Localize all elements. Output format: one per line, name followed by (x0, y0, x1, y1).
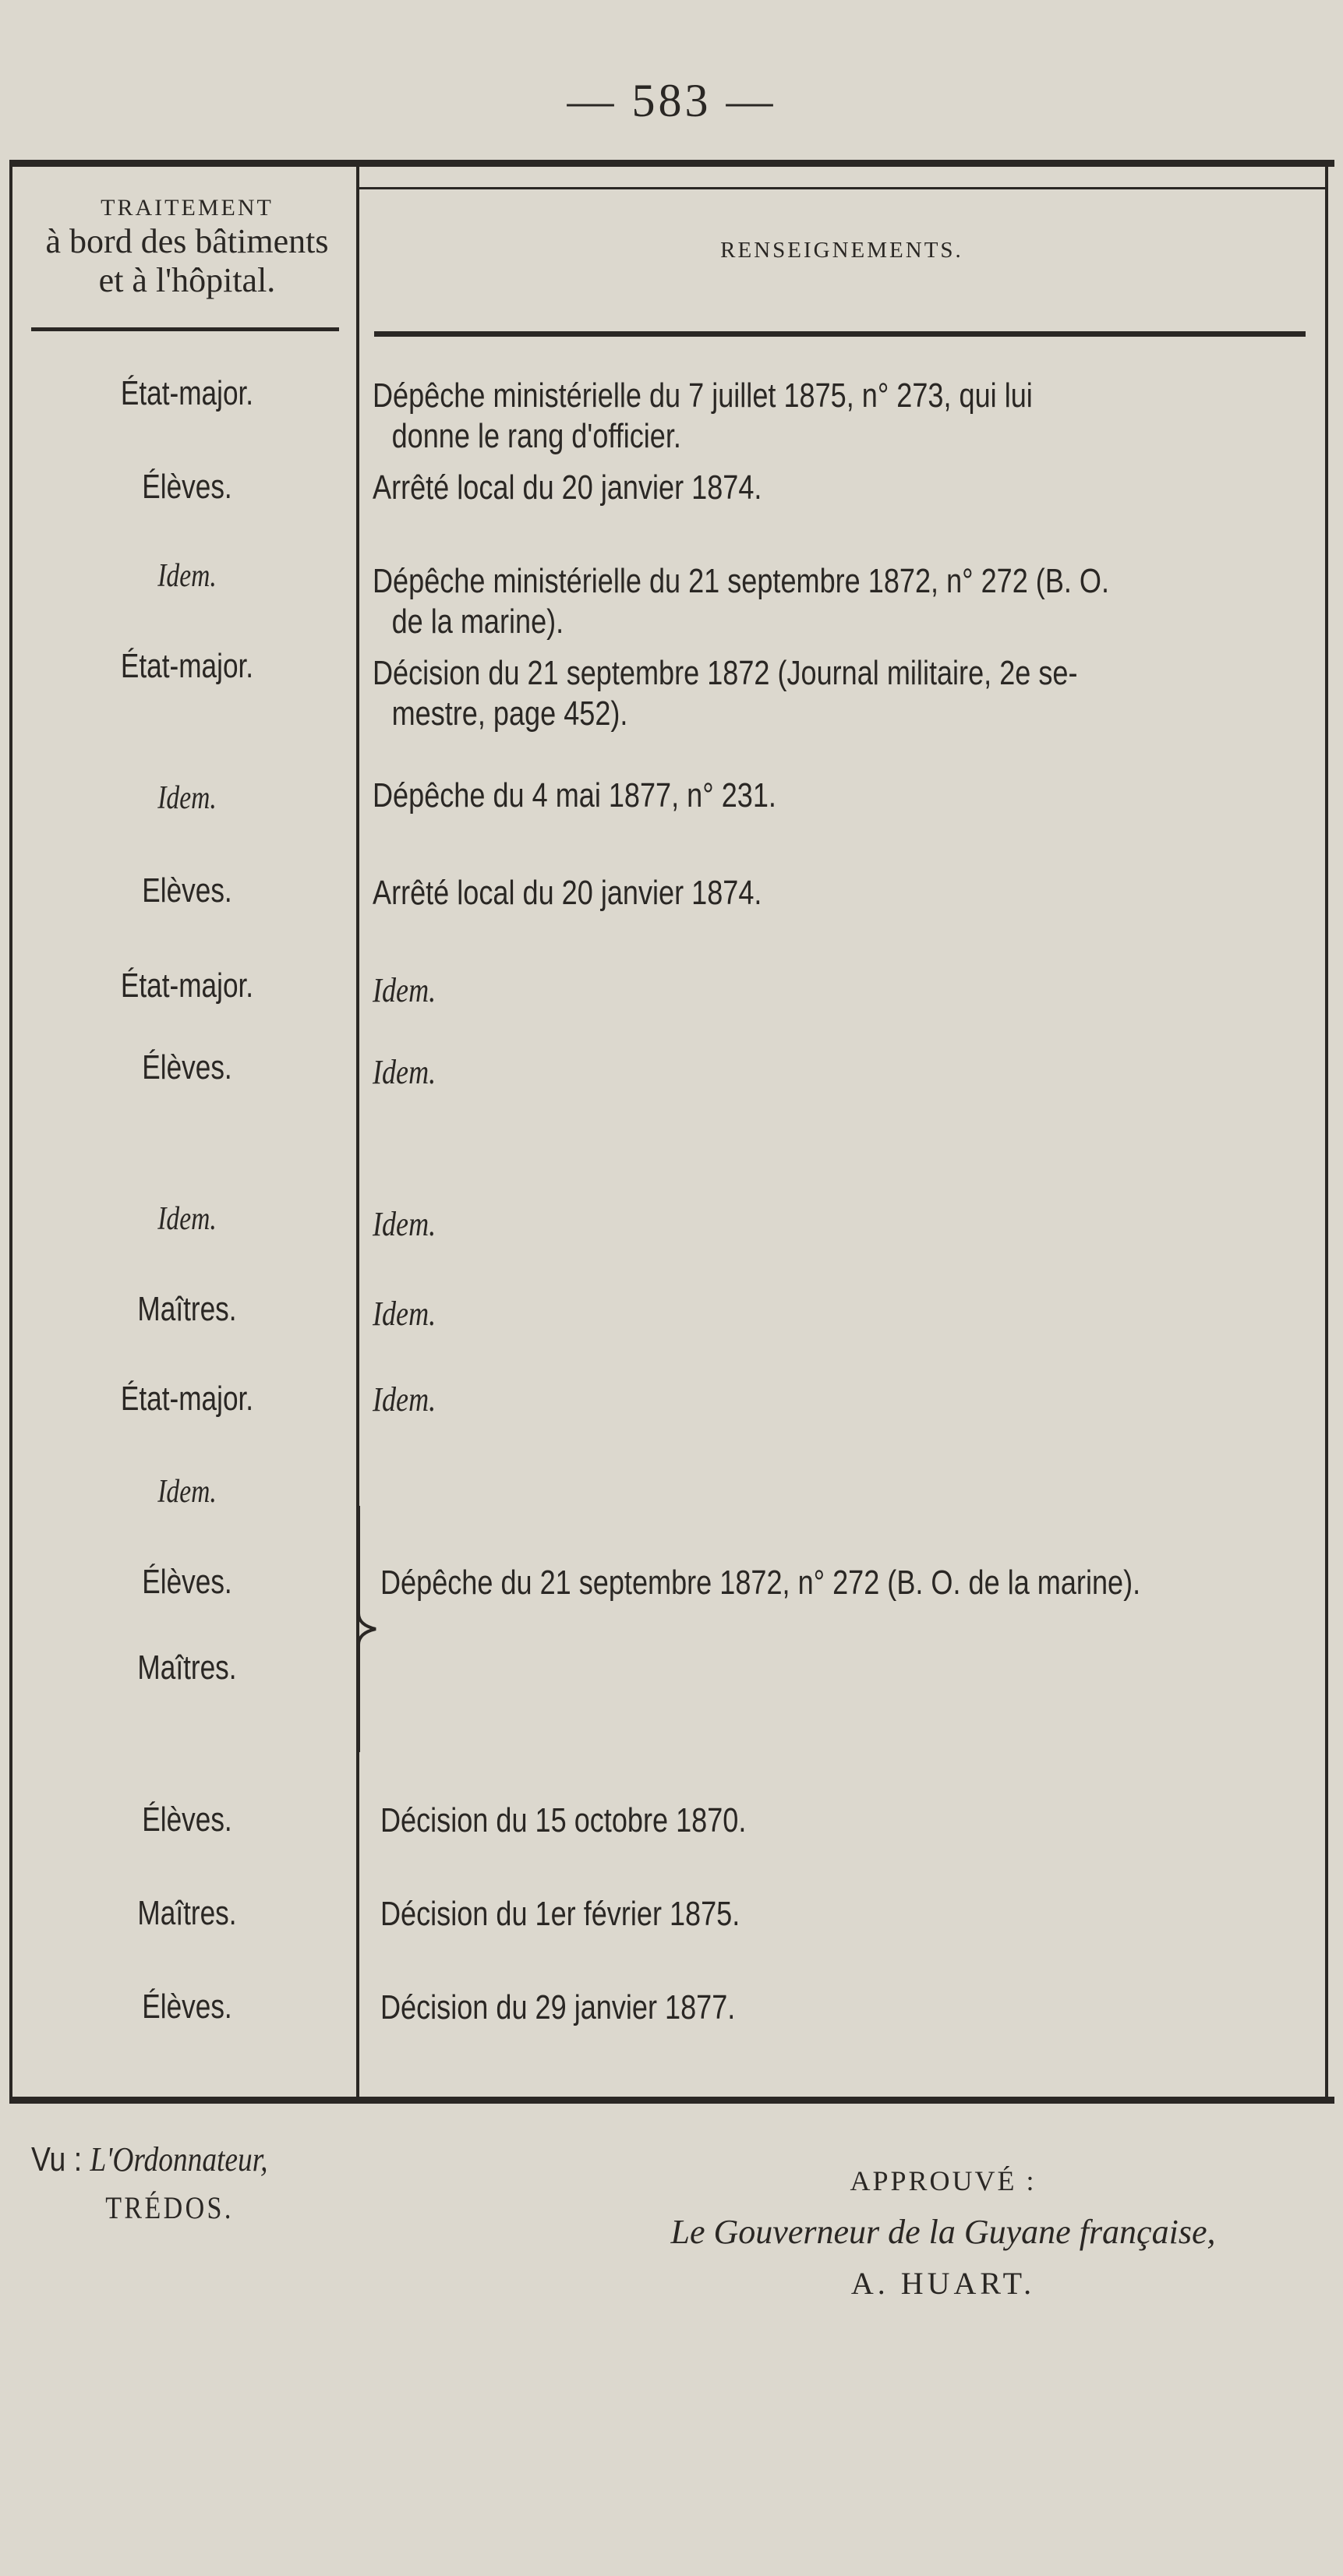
row-4-info (373, 653, 1143, 734)
row-11-info: Idem. (373, 1380, 436, 1419)
row-7-treatment: État-major. (120, 966, 254, 1005)
header-right-bottom-rule (374, 331, 1306, 337)
row-2-info (373, 468, 1143, 508)
row-14-treatment: Maîtres. (137, 1648, 237, 1687)
header-left-line-3: et à l'hôpital. (98, 261, 276, 300)
row-3-info-line-2: de la marine). (391, 602, 564, 641)
row-2-treatment: Élèves. (142, 468, 232, 506)
row-16-treatment: Maîtres. (137, 1894, 237, 1932)
row-3-treatment: Idem. (157, 558, 217, 594)
row-7-info: Idem. (373, 971, 436, 1009)
row-1-treatment: État-major. (120, 374, 254, 412)
governor-title: Le Gouverneur de la Guyane française, (670, 2213, 1216, 2251)
row-12-treatment: Idem. (157, 1474, 217, 1510)
row-13-treatment: Élèves. (142, 1563, 232, 1601)
row-10-info: Idem. (373, 1295, 436, 1333)
header-left-bottom-rule (31, 327, 339, 331)
row-1-info-line-1: Dépêche ministérielle du 7 juillet 1875, n° 273, qui lui (373, 376, 1033, 415)
row-15-treatment: Élèves. (142, 1800, 232, 1839)
row-4-info-line-1: Décision du 21 septembre 1872 (Journal militaire, 2e se- (373, 654, 1078, 692)
header-inner-top-rule (359, 187, 1325, 189)
header-left (16, 195, 359, 301)
vu-title: L'Ordonnateur, (90, 2140, 268, 2178)
row-17-treatment: Élèves. (142, 1988, 232, 2026)
governor-signature: A. HUART. (850, 2266, 1036, 2301)
row-8-info: Idem. (373, 1053, 436, 1091)
vu-signature: TRÉDOS. (105, 2190, 234, 2225)
row-1-info (373, 376, 1143, 457)
row-6-info-line-1: Arrêté local du 20 janvier 1874. (373, 874, 762, 912)
header-left-line-2: à bord des bâtiments (45, 221, 329, 260)
row-4-info-line-2: mestre, page 452). (391, 694, 628, 733)
table-top-rule (9, 160, 1334, 167)
row-3-info-line-1: Dépêche ministérielle du 21 septembre 1872, n° 272 (B. O. (373, 562, 1110, 600)
table-right-rule (1325, 167, 1328, 2100)
row-5-info-line-1: Dépêche du 4 mai 1877, n° 231. (373, 776, 776, 814)
approved-label: APPROUVÉ : (850, 2165, 1037, 2196)
row-8-treatment: Élèves. (142, 1048, 232, 1087)
footer-approval (592, 2155, 1294, 2309)
table-bottom-rule (9, 2097, 1334, 2104)
row-5-treatment: Idem. (157, 780, 217, 816)
row-6-info (373, 873, 1143, 913)
footer-vu (31, 2136, 267, 2232)
row-17-info: Décision du 29 janvier 1877. (380, 1988, 736, 2027)
header-left-line-1: TRAITEMENT (101, 195, 274, 221)
row-15-info: Décision du 15 octobre 1870. (380, 1801, 747, 1839)
row-6-treatment: Elèves. (142, 871, 232, 910)
row-11-treatment: État-major. (120, 1380, 254, 1418)
row-1-info-line-2: donne le rang d'officier. (391, 417, 681, 455)
row-10-treatment: Maîtres. (137, 1290, 237, 1328)
row-9-info: Idem. (373, 1205, 436, 1243)
row-3-info (373, 561, 1143, 642)
column-divider-rule (356, 167, 359, 2100)
table-left-rule (9, 167, 12, 2100)
row-13-info: Dépêche du 21 septembre 1872, n° 272 (B. O. de la marine). (380, 1564, 1141, 1602)
row-5-info (373, 776, 1143, 816)
vu-prefix: Vu : (31, 2140, 83, 2178)
grouping-brace-icon (352, 1504, 383, 1754)
row-9-treatment: Idem. (157, 1201, 217, 1237)
row-16-info: Décision du 1er février 1875. (380, 1895, 740, 1933)
page-number: — 583 — (567, 75, 776, 126)
header-right: RENSEIGNEMENTS. (720, 238, 963, 263)
row-4-treatment: État-major. (120, 647, 254, 685)
row-2-info-line-1: Arrêté local du 20 janvier 1874. (373, 468, 762, 507)
